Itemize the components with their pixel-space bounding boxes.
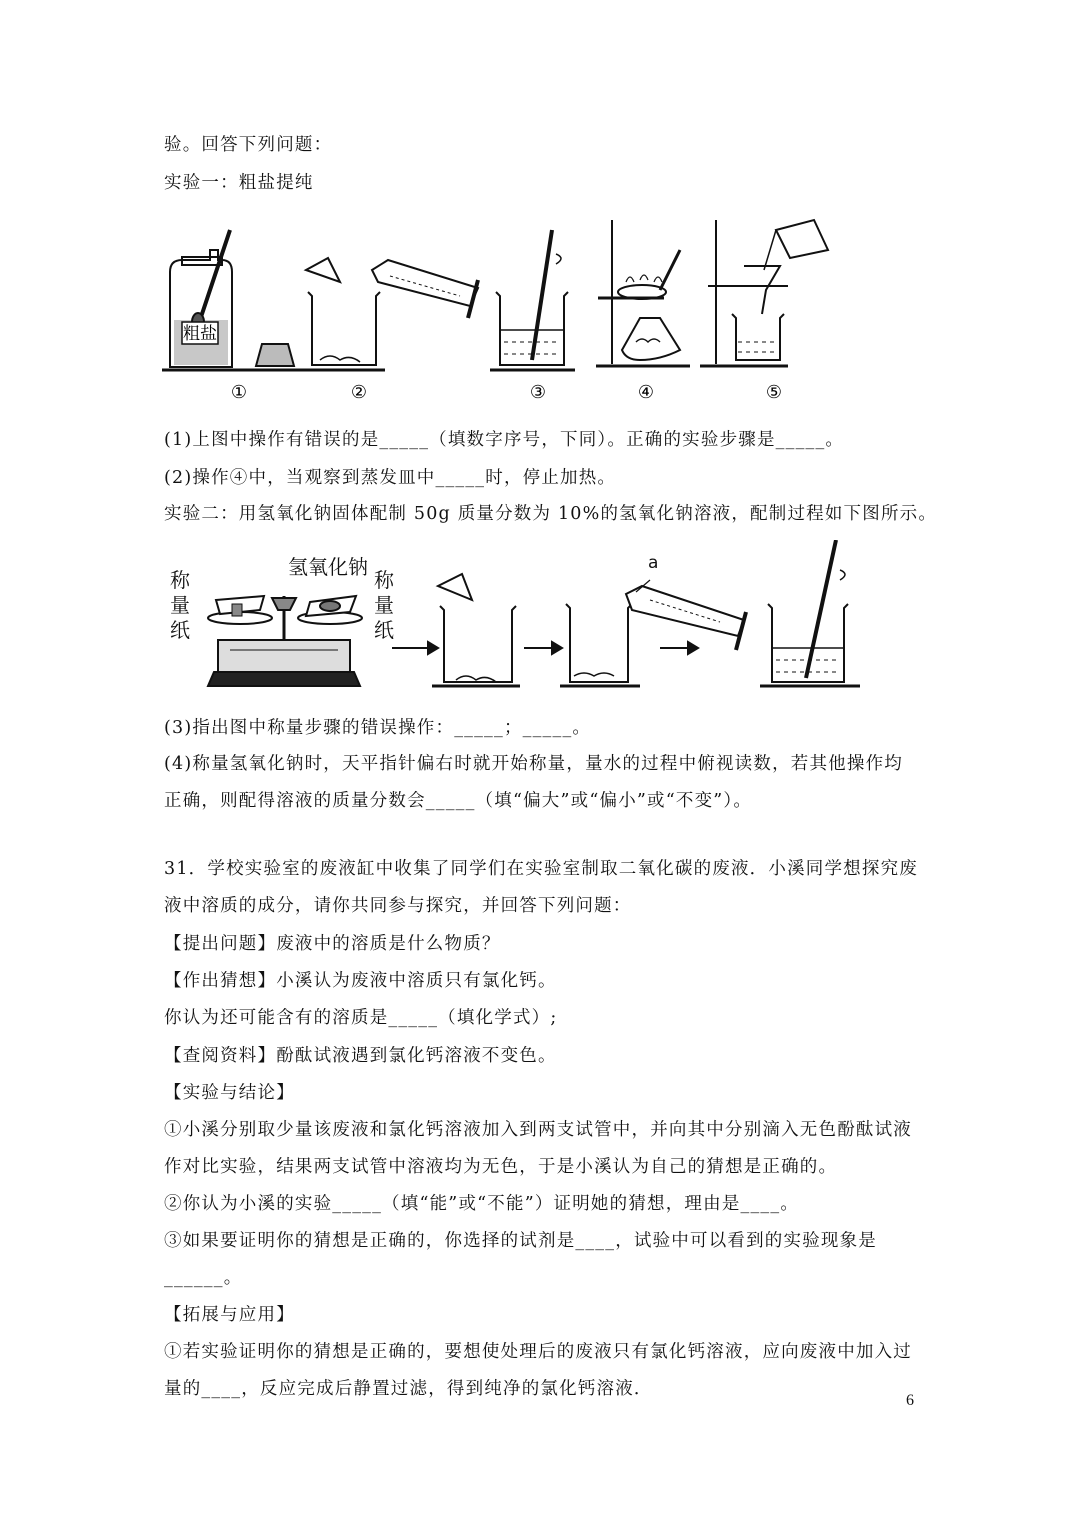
weighing-paper-label-char: 量 [170,593,190,617]
text-line: 【查阅资料】酚酞试液遇到氯化钙溶液不变色。 [164,1046,557,1066]
weighing-paper-label-char: 称 [170,568,190,592]
question-2: (2)操作④中，当观察到蒸发皿中_____时，停止加热。 [164,468,617,488]
text-line: ①小溪分别取少量该废液和氯化钙溶液加入到两支试管中，并向其中分别滴入无色酚酞试液 [164,1120,912,1140]
text-line: ①若实验证明你的猜想是正确的，要想使处理后的废液只有氯化钙溶液，应向废液中加入过 [164,1342,912,1362]
text-line: 量的____，反应完成后静置过滤，得到纯净的氯化钙溶液． [164,1379,653,1399]
text-line: 【作出猜想】小溪认为废液中溶质只有氯化钙。 [164,971,557,991]
weighing-paper-label-char: 纸 [170,618,190,642]
text-line: 作对比实验，结果两支试管中溶液均为无色，于是小溪认为自己的猜想是正确的。 [164,1157,838,1177]
text-line: 你认为还可能含有的溶质是_____（填化学式）; [164,1008,558,1028]
weighing-paper-label-char: 纸 [374,618,394,642]
page-number: 6 [906,1392,914,1409]
jar-label: 粗盐 [183,324,217,344]
text-line: ______。 [164,1268,243,1288]
question-4-continued: 正确，则配得溶液的质量分数会_____（填“偏大”或“偏小”或“不变”）。 [164,791,753,811]
section-heading-experiment-2: 实验二：用氢氧化钠固体配制 50g 质量分数为 10%的氢氧化钠溶液，配制过程如下图所示。 [164,504,938,524]
chemical-label: 氢氧化钠 [288,555,368,579]
step-label: ③ [529,382,547,403]
text-line: 【提出问题】废液中的溶质是什么物质？ [164,934,501,954]
weighing-paper-label-char: 称 [374,568,394,592]
question-4: (4)称量氢氧化钠时，天平指针偏右时就开始称量，量水的过程中俯视读数，若其他操作均 [164,754,903,774]
figure-solution-preparation [160,540,880,700]
text-line: ②你认为小溪的实验_____（填“能”或“不能”）证明她的猜想，理由是____。 [164,1194,800,1214]
text-line: ③如果要证明你的猜想是正确的，你选择的试剂是____，试验中可以看到的实验现象是 [164,1231,877,1251]
text-line: 验。回答下列问题： [164,135,333,155]
cylinder-mark-label: a [648,553,659,573]
text-line: 【拓展与应用】 [164,1305,295,1325]
weighing-paper-label-char: 量 [374,593,394,617]
step-label: ④ [637,382,655,403]
step-label: ② [350,382,368,403]
figure-salt-purification [160,210,840,410]
question-31: 31．学校实验室的废液缸中收集了同学们在实验室制取二氧化碳的废液．小溪同学想探究废 [164,859,918,879]
step-label: ① [230,382,248,403]
text-line: 液中溶质的成分，请你共同参与探究，并回答下列问题： [164,896,632,916]
section-heading-experiment-1: 实验一：粗盐提纯 [164,173,314,193]
step-label: ⑤ [765,382,783,403]
question-3: (3)指出图中称量步骤的错误操作：_____；_____。 [164,718,592,738]
question-1: (1)上图中操作有错误的是_____（填数字序号，下同）。正确的实验步骤是_____。 [164,430,845,450]
text-line: 【实验与结论】 [164,1083,295,1103]
